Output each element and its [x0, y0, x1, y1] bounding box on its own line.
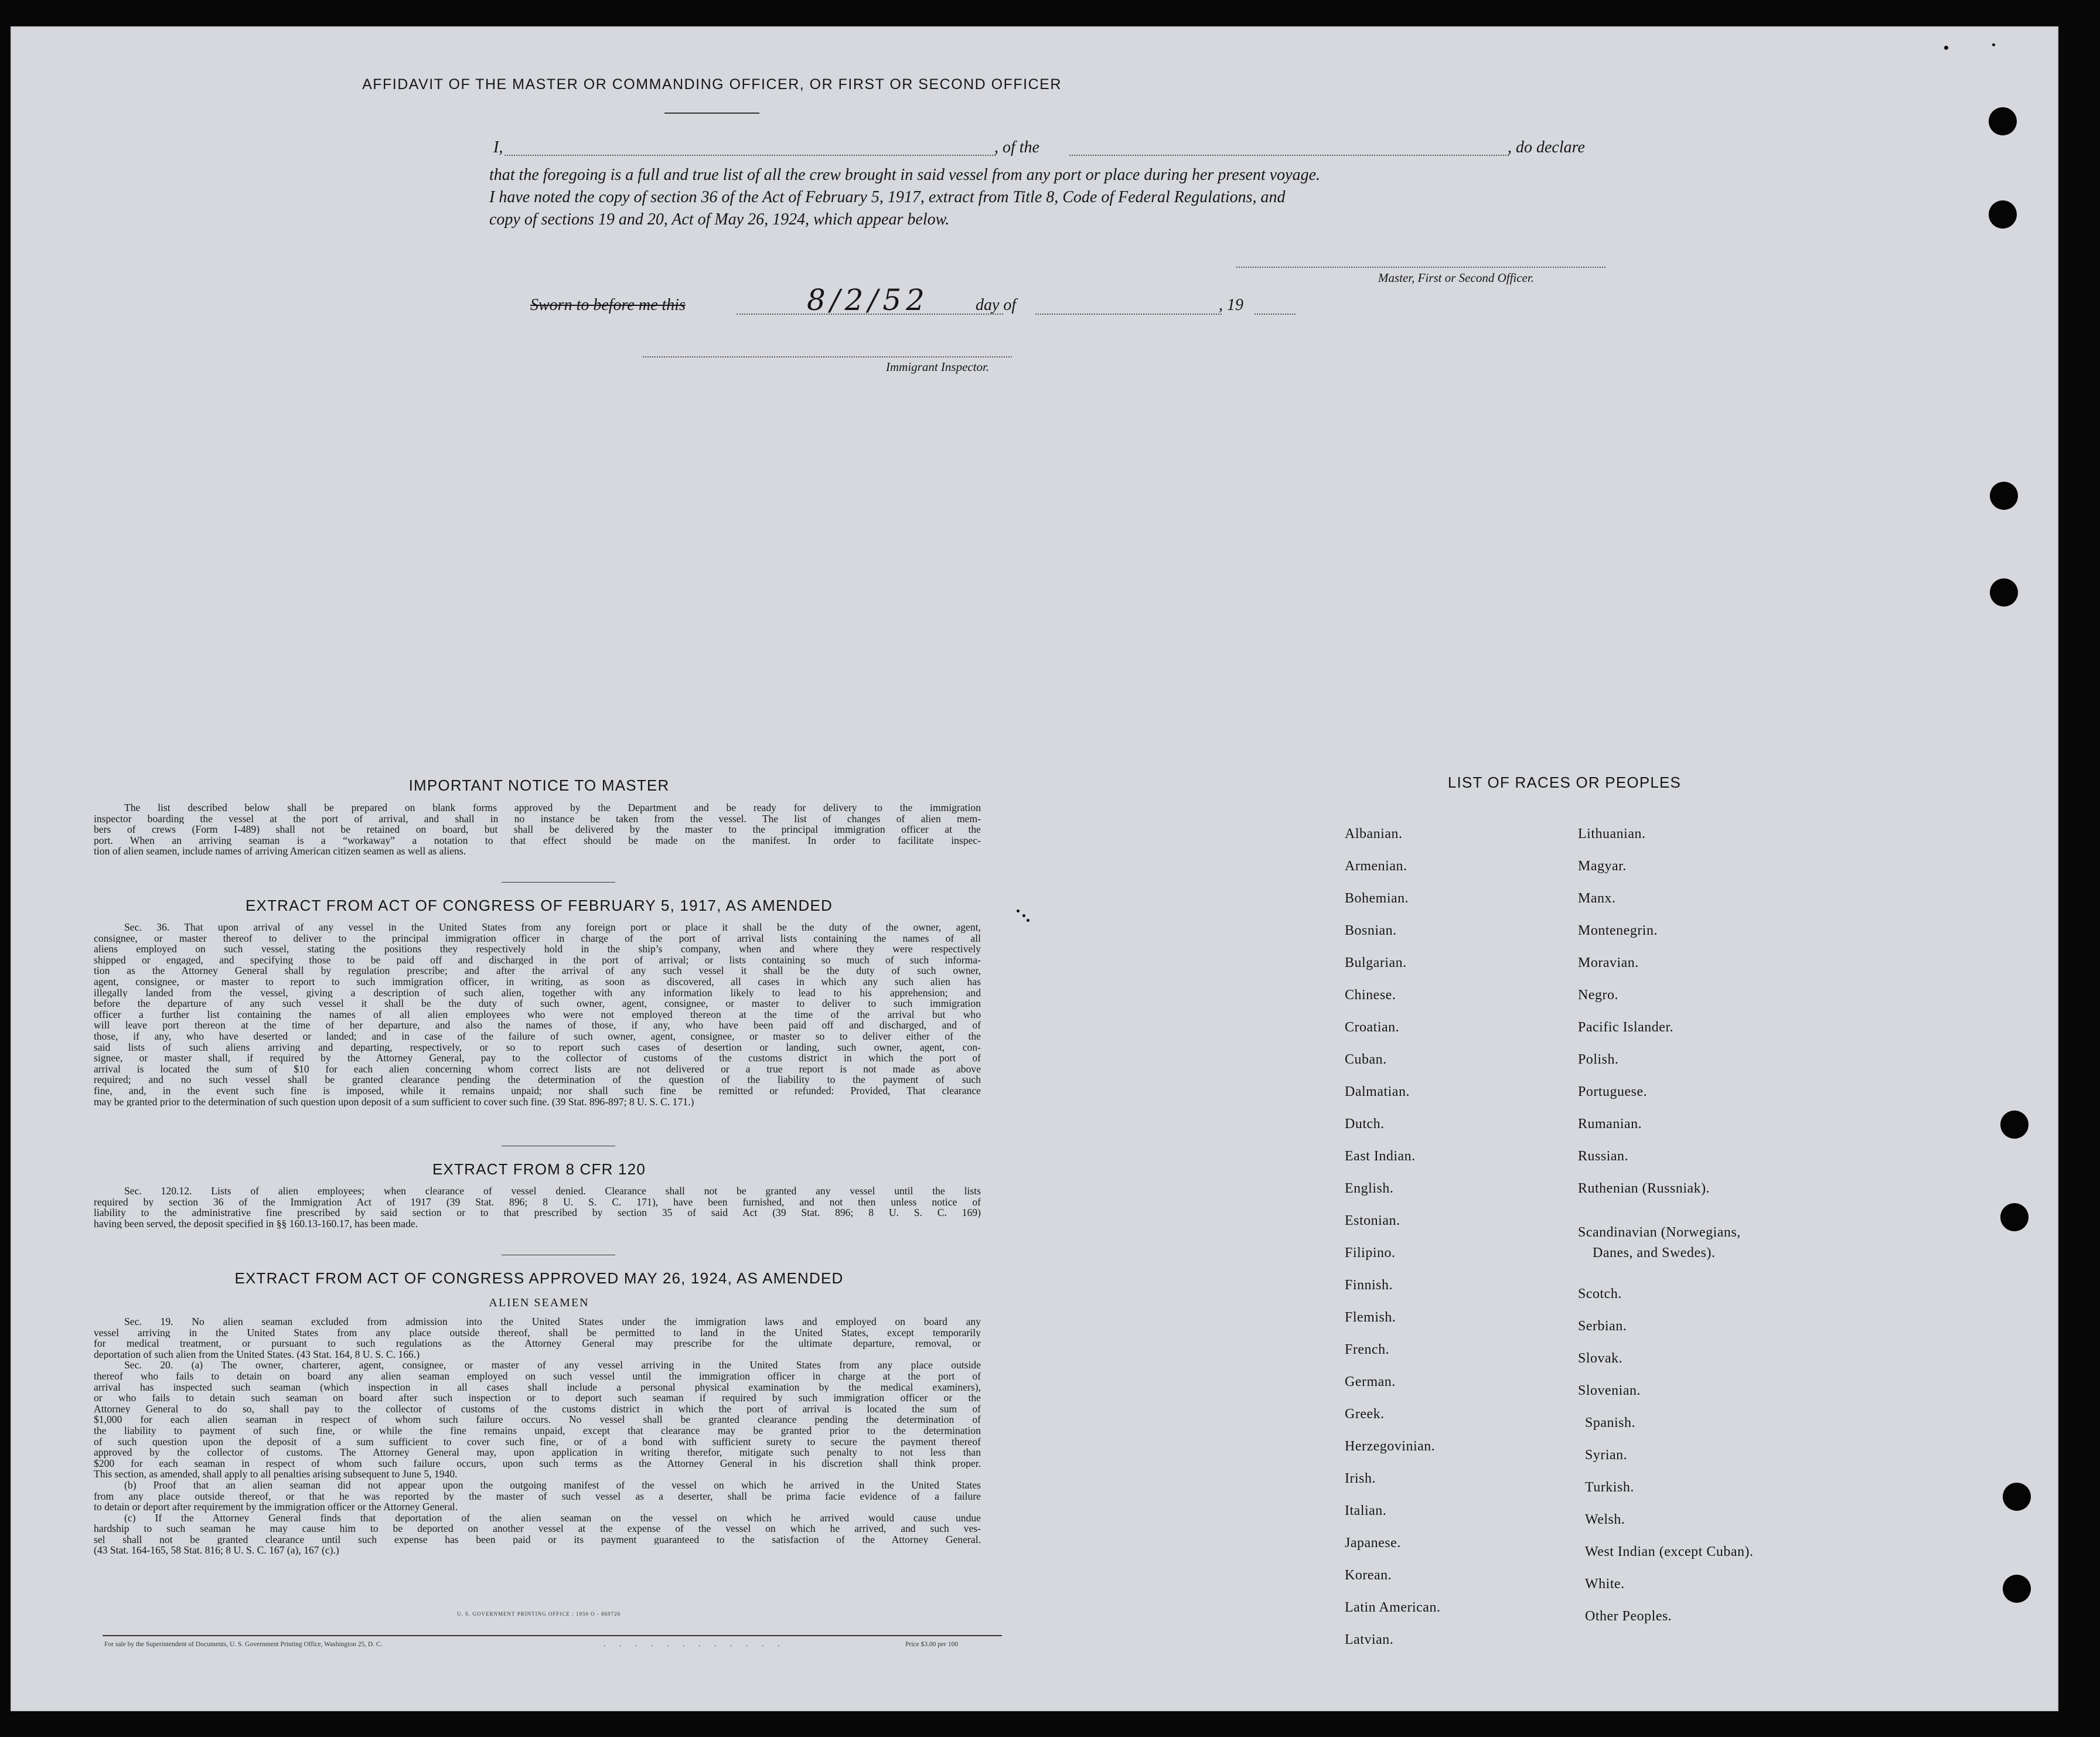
race-entry: Slovak.: [1578, 1351, 1623, 1366]
race-entry: Dutch.: [1345, 1116, 1385, 1132]
text-line: from any place outside thereof, or that he was reported by the master of such vessel as a deserter, shall be prima facie evidence of a failure: [94, 1490, 981, 1502]
affidavit-line2: that the foregoing is a full and true list of all the crew brought in said vessel from any port or place during her present voyage.: [489, 166, 1321, 184]
text-line: tion of alien seamen, include names of arriving American citizen seamen as well as aliens.: [94, 846, 466, 857]
footer-sale-notice: For sale by the Superintendent of Documents, U. S. Government Printing Office, Washington 25, D. C.: [104, 1641, 383, 1648]
race-entry: Moravian.: [1578, 955, 1639, 970]
race-entry: English.: [1345, 1181, 1394, 1196]
month-fill-line: [1035, 314, 1222, 315]
footer-rule: [103, 1635, 1002, 1636]
race-entry: Estonian.: [1345, 1213, 1400, 1228]
text-line: arrival has inspected such seaman (which inspection in all cases shall include a personal physical examination by the medical examiners),: [94, 1381, 981, 1393]
notice-title: IMPORTANT NOTICE TO MASTER: [408, 776, 670, 794]
race-entry: Turkish.: [1585, 1480, 1634, 1495]
handwritten-date: 8/2/52: [807, 283, 929, 317]
speck: [1992, 43, 1995, 46]
affidavit-i: I,: [493, 138, 503, 156]
race-entry: Armenian.: [1345, 859, 1407, 874]
footer-price: Price $3.00 per 100: [905, 1641, 959, 1648]
text-line: thereof who fails to detain on board any alien seaman employed on such vessel until the immigration officer in charge at the port of: [94, 1370, 981, 1382]
race-entry: Polish.: [1578, 1052, 1619, 1067]
text-line: port. When an arriving seaman is a “workaway” a notation to that effect should be made on the manifest. In order to facilitate inspec-: [94, 835, 981, 846]
race-entry: Lithuanian.: [1578, 826, 1646, 842]
text-line: Sec. 20. (a) The owner, charterer, agent, consignee, or master of any vessel arriving in the United States from any place outside: [124, 1360, 981, 1371]
text-line: Sec. 19. No alien seaman excluded from admission into the United States under the immigration laws and employed on board any: [124, 1316, 981, 1327]
title-rule: [664, 113, 759, 114]
race-entry: Rumanian.: [1578, 1116, 1642, 1132]
race-entry: Korean.: [1345, 1568, 1392, 1583]
sworn-line: [530, 283, 1351, 325]
punch-hole: [1990, 578, 2018, 607]
text-line: hardship to such seaman he may cause him to be deported on another vessel at the expense of the vessel on which he arrived, and such ves-: [94, 1523, 981, 1534]
race-entry: Japanese.: [1345, 1535, 1401, 1551]
race-entry: Herzegovinian.: [1345, 1439, 1436, 1454]
text-line: (c) If the Attorney General finds that deportation of the alien seaman on the vessel on which he arrived would cause undue: [124, 1512, 981, 1524]
punch-hole: [2003, 1483, 2031, 1511]
race-entry: Latin American.: [1345, 1600, 1441, 1615]
race-entry: German.: [1345, 1374, 1396, 1389]
extract-cfr-title: EXTRACT FROM 8 CFR 120: [432, 1160, 646, 1178]
race-entry: Danes, and Swedes).: [1593, 1245, 1716, 1261]
text-line: approved by the collector of customs. The Attorney General may, upon application in writing therefor, mitigate such penalty to not less than: [94, 1447, 981, 1458]
race-entry: Irish.: [1345, 1471, 1376, 1486]
speck: [1944, 46, 1948, 50]
gpo-imprint: U. S. GOVERNMENT PRINTING OFFICE : 1950 O - 869726: [457, 1611, 621, 1617]
punch-hole: [1990, 482, 2018, 510]
race-entry: Bulgarian.: [1345, 955, 1407, 970]
race-entry: Italian.: [1345, 1503, 1387, 1518]
text-line: sel shall not be granted clearance until such expense has been paid or its payment guaranteed to the satisfaction of the Attorney General.: [94, 1534, 981, 1545]
race-entry: Portuguese.: [1578, 1084, 1648, 1099]
inspector-label: Immigrant Inspector.: [886, 360, 990, 374]
year-fill-line: [1254, 314, 1296, 315]
text-line: aliens employed on such vessel, stating the positions they respectively hold in the ship’s company, when and where they were respectively: [94, 944, 981, 955]
speck: [1017, 910, 1020, 912]
text-line: deportation of such alien from the United States. (43 Stat. 164, 8 U. S. C. 166.): [94, 1348, 420, 1360]
punch-hole: [1989, 200, 2017, 229]
race-entry: West Indian (except Cuban).: [1585, 1544, 1754, 1559]
text-line: vessel arriving in the United States from any place outside thereof, shall be permitted to land in the United States, except temporarily: [94, 1327, 981, 1338]
text-line: (b) Proof that an alien seaman did not appear upon the outgoing manifest of the vessel on which he arrived in the United States: [124, 1479, 981, 1491]
year-label: , 19: [1219, 296, 1243, 314]
master-label: Master, First or Second Officer.: [1378, 271, 1534, 285]
extract-1917-title: EXTRACT FROM ACT OF CONGRESS OF FEBRUARY 5, 1917, AS AMENDED: [246, 897, 833, 914]
footer-leader-dots: . . . . . . . . . . . .: [604, 1640, 786, 1649]
affidavit-title: AFFIDAVIT OF THE MASTER OR COMMANDING OFFICER, OR FIRST OR SECOND OFFICER: [362, 76, 1062, 93]
text-line: having been served, the deposit specified in §§ 160.13-160.17, has been made.: [94, 1218, 418, 1229]
text-line: required by section 36 of the Immigration Act of 1917 (39 Stat. 896; 8 U. S. C. 171), have been furnished, and not then unless notice of: [94, 1196, 981, 1208]
text-line: tion as the Attorney General shall by regulation prescribe; and after the arrival of any such vessel it shall be the duty of such owner,: [94, 965, 981, 976]
text-line: inspector boarding the vessel at the port of arrival, and shall in no instance be taken from the vessel. The list of changes of alien mem-: [94, 813, 981, 825]
sworn-label: Sworn to before me this: [530, 296, 686, 314]
race-entry: Serbian.: [1578, 1319, 1627, 1334]
notice-body: [94, 802, 981, 857]
race-entry: French.: [1345, 1342, 1390, 1357]
extract-1924-title: EXTRACT FROM ACT OF CONGRESS APPROVED MAY 26, 1924, AS AMENDED: [234, 1269, 844, 1287]
race-entry: Spanish.: [1585, 1415, 1636, 1431]
race-entry: Scotch.: [1578, 1286, 1622, 1302]
race-entry: White.: [1585, 1576, 1625, 1592]
text-line: shipped or engaged, and specifying those to be paid off and discharged in the port of arrival; or lists containing so much of such informa-: [94, 954, 981, 966]
extract-cfr-body: [94, 1186, 981, 1229]
text-line: Attorney General to do so, shall pay to the collector of customs of the customs district in which the port of arrival is located the sum of: [94, 1403, 981, 1415]
inspector-signature-line: [643, 356, 1012, 357]
punch-hole: [2000, 1203, 2029, 1231]
affidavit-of-the: , of the: [994, 138, 1039, 156]
extract-1924-body: [94, 1316, 981, 1556]
text-line: officer a further list containing the names of all alien employees who were not employed thereon at the time of the arrival but who: [94, 1009, 981, 1020]
day-of-label: day of: [976, 296, 1017, 314]
race-entry: Filipino.: [1345, 1245, 1396, 1261]
punch-hole: [1989, 107, 2017, 135]
text-line: arrival is located the sum of $10 for each alien concerning whom correct lists are not delivered or a true report is not made as above: [94, 1063, 981, 1075]
affidavit-line3: I have noted the copy of section 36 of the Act of February 5, 1917, extract from Title 8, Code of Federal Regulations, and: [489, 188, 1286, 206]
affidavit-do-declare: , do declare: [1508, 138, 1585, 156]
text-line: bers of crews (Form I-489) shall not be retained on board, but shall be delivered by the master to the principal immigration officer at the: [94, 824, 981, 835]
race-entry: Flemish.: [1345, 1310, 1396, 1325]
text-line: consignee, or master thereof to deliver to the principal immigration officer in charge of the port of arrival lists containing the names of all: [94, 932, 981, 944]
race-entry: Manx.: [1578, 891, 1616, 906]
race-entry: Greek.: [1345, 1406, 1385, 1422]
race-entry: Finnish.: [1345, 1278, 1393, 1293]
race-entry: Bohemian.: [1345, 891, 1409, 906]
text-line: fine, and, in the event such fine is imposed, while it remains unpaid; nor shall such fine be remitted or refunded: Provided, That clearance: [94, 1085, 981, 1096]
race-entry: Chinese.: [1345, 987, 1396, 1003]
race-entry: Negro.: [1578, 987, 1618, 1003]
text-line: (43 Stat. 164-165, 58 Stat. 816; 8 U. S. C. 167 (a), 167 (c).): [94, 1545, 339, 1557]
master-signature-line: [1236, 267, 1605, 268]
race-entry: Syrian.: [1585, 1447, 1628, 1463]
text-line: $1,000 for each alien seaman in respect of whom such failure occurs. No vessel shall be granted clearance pending the determination of: [94, 1414, 981, 1425]
name-fill-line: [504, 155, 996, 156]
text-line: may be granted prior to the determination of such question upon deposit of a sum sufficient to cover such fine. (39 Stat. 896-897; 8 U. S. C. 171.): [94, 1096, 694, 1108]
speck: [1027, 919, 1029, 922]
text-line: will leave port thereon at the time of her departure, and also the names of those, if any, who have been paid off and discharged, and of: [94, 1020, 981, 1031]
text-line: $200 for each seaman in respect of whom such failure occurs, upon such terms as the Attorney General in his discretion shall think proper.: [94, 1457, 981, 1469]
extract-1917-body: [94, 922, 981, 1107]
race-entry: Other Peoples.: [1585, 1609, 1672, 1624]
section-rule: [502, 882, 615, 883]
text-line: those, if any, who have deserted or landed; and in case of the failure of such owner, agent, consignee, or master so to deliver either of the: [94, 1030, 981, 1042]
race-entry: Ruthenian (Russniak).: [1578, 1181, 1710, 1196]
text-line: of such question upon the deposit of a sum sufficient to cover such fine, or of a bond with sufficient surety to secure the payment thereof: [94, 1436, 981, 1447]
text-line: This section, as amended, shall apply to all penalties arising subsequent to June 5, 1940.: [94, 1469, 458, 1480]
race-entry: Russian.: [1578, 1149, 1629, 1164]
vessel-fill-line: [1069, 155, 1509, 156]
text-line: Sec. 120.12. Lists of alien employees; when clearance of vessel denied. Clearance shall not be granted any vessel until the lists: [124, 1186, 981, 1197]
text-line: illegally landed from the vessel, giving a description of such alien, together with any information likely to lead to his apprehension; and: [94, 987, 981, 999]
race-entry: Dalmatian.: [1345, 1084, 1410, 1099]
text-line: The list described below shall be prepared on blank forms approved by the Department and be ready for delivery to the immigration: [124, 802, 981, 813]
text-line: or who fails to detain such seaman on board after such inspection or to deport such seaman if required by such immigration officer or the: [94, 1392, 981, 1404]
speck: [1022, 914, 1025, 917]
punch-hole: [2003, 1575, 2031, 1603]
race-entry: Latvian.: [1345, 1632, 1394, 1647]
race-entry: Welsh.: [1585, 1512, 1625, 1527]
affidavit-line1: [489, 138, 1611, 162]
affidavit-line4: copy of sections 19 and 20, Act of May 26, 1924, which appear below.: [489, 210, 950, 229]
text-line: to detain or deport after requirement by the immigration officer or the Attorney General.: [94, 1501, 458, 1513]
race-entry: Cuban.: [1345, 1052, 1387, 1067]
text-line: for medical treatment, or pursuant to such regulations as the Attorney General may prescribe for the ultimate departure, removal, or: [94, 1338, 981, 1349]
text-line: before the departure of any such vessel it shall be the duty of such owner, agent, consignee, or master to deliver to such immigration: [94, 998, 981, 1009]
race-entry: Bosnian.: [1345, 923, 1397, 938]
text-line: signee, or master shall, if required by the Attorney General, pay to the collector of customs of the customs district in which the port of: [94, 1053, 981, 1064]
punch-hole: [2000, 1111, 2029, 1139]
race-entry: Pacific Islander.: [1578, 1020, 1674, 1035]
race-entry: Albanian.: [1345, 826, 1403, 842]
alien-seamen-subtitle: ALIEN SEAMEN: [489, 1296, 589, 1309]
text-line: liability to the administrative fine prescribed by said section or to that prescribed by section 35 of said Act (39 Stat. 896; 8 U. S. C. 169): [94, 1207, 981, 1218]
text-line: required; and no such vessel shall be granted clearance pending the determination of the question of the liability to the payment of such: [94, 1074, 981, 1085]
race-entry: Montenegrin.: [1578, 923, 1658, 938]
race-entry: Slovenian.: [1578, 1383, 1641, 1398]
races-title: LIST OF RACES OR PEOPLES: [1447, 774, 1682, 791]
race-entry: Croatian.: [1345, 1020, 1400, 1035]
text-line: the liability to payment of such fine, or while the fine remains unpaid, except that clearance may be granted prior to the determination: [94, 1425, 981, 1436]
race-entry: Magyar.: [1578, 859, 1627, 874]
text-line: said lists of such aliens arriving and departing, respectively, or so to report such cases of desertion or landing, such owner, agent, con-: [94, 1041, 981, 1053]
text-line: agent, consignee, or master to report to such immigration officer, in writing, as soon as discovered, all cases in which any such alien has: [94, 976, 981, 987]
text-line: Sec. 36. That upon arrival of any vessel in the United States from any foreign port or place it shall be the duty of the owner, agent,: [124, 922, 981, 933]
race-entry: East Indian.: [1345, 1149, 1416, 1164]
race-entry: Scandinavian (Norwegians,: [1578, 1225, 1741, 1240]
